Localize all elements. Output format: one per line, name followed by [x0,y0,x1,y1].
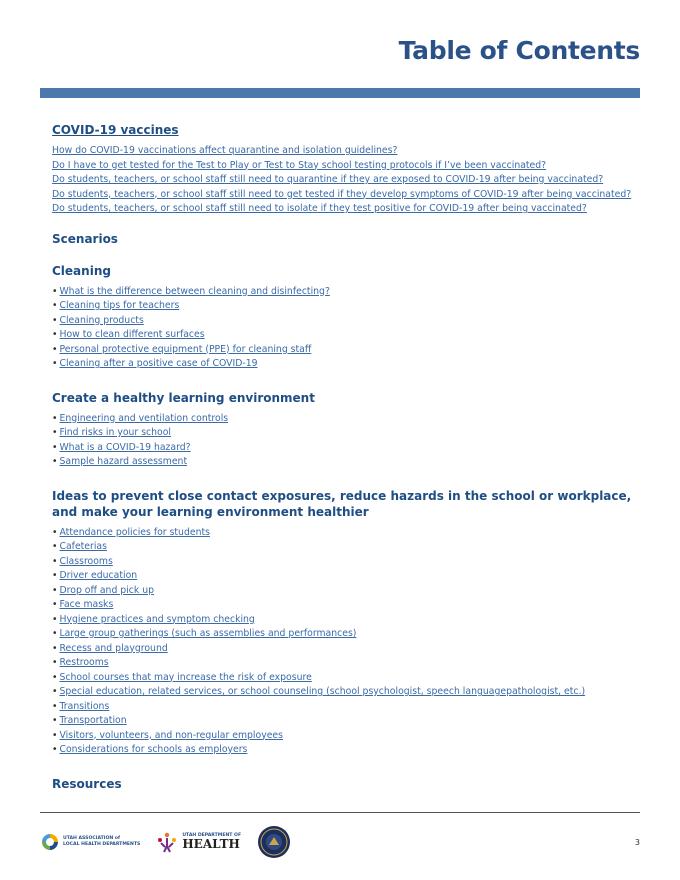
toc-link[interactable]: Cleaning tips for teachers [59,300,180,311]
bullet-icon: • [52,541,58,552]
toc-link[interactable]: Face masks [59,599,114,610]
list-item [52,555,632,570]
toc-link[interactable]: Drop off and pick up [59,584,155,596]
list-item [52,627,632,642]
section-ideas [52,488,632,758]
toc-link[interactable]: Attendance policies for students [59,526,210,538]
ualhd-text-line2: LOCAL HEALTH DEPARTMENTS [63,842,141,847]
header-rule-bar [40,88,640,98]
list-item [52,412,632,427]
udoh-text-line2: HEALTH [182,837,240,852]
toc-link[interactable]: Special education, related services, or school counseling (school psychologist, speech languagepathologist, etc.) [59,686,586,697]
section-heading-cleaning[interactable]: Cleaning [52,263,111,278]
section-scenarios [52,231,632,247]
bullet-icon: • [52,657,58,668]
bullet-icon: • [52,456,58,467]
section-healthy-environment [52,390,632,470]
bullet-icon: • [52,628,58,639]
list-item [52,700,632,715]
toc-link[interactable]: Find risks in your school [59,427,172,438]
page-title: Table of Contents [398,36,640,65]
toc-link[interactable]: Restrooms [59,657,109,668]
section-resources [52,776,632,792]
bullet-icon: • [52,642,58,654]
healthy-environment-links [52,412,632,470]
list-item [52,441,632,456]
toc-link[interactable]: How to clean different surfaces [59,329,205,340]
list-item [52,642,632,657]
list-item [52,671,632,686]
page-number: 3 [634,838,640,847]
list-item [52,188,632,203]
list-item [52,714,632,729]
section-heading-healthy-environment[interactable]: Create a healthy learning environment [52,390,315,405]
bullet-icon: • [52,613,58,625]
bullet-icon: • [52,584,58,596]
footer-rule [40,812,640,813]
bullet-icon: • [52,671,58,683]
ualhd-text-line1: UTAH ASSOCIATION of [63,836,121,842]
bullet-icon: • [52,729,58,741]
bullet-icon: • [52,314,58,326]
list-item [52,357,632,372]
bullet-icon: • [52,329,58,340]
udoh-logo [156,831,241,853]
toc-link[interactable]: Engineering and ventilation controls [59,412,229,424]
ideas-links [52,526,632,758]
covid-vaccines-links [52,144,632,217]
toc-link[interactable]: School courses that may increase the risk of exposure [59,671,312,683]
list-item [52,299,632,314]
state-seal-icon [257,825,291,859]
list-item [52,328,632,343]
list-item [52,598,632,613]
udoh-text-line1: UTAH DEPARTMENT OF [182,832,242,838]
toc-link[interactable]: Transitions [59,700,110,712]
toc-link[interactable]: Large group gatherings (such as assemblies and performances) [59,628,357,639]
list-item [52,613,632,628]
footer-logos [40,825,307,859]
list-item [52,285,632,300]
section-heading-resources[interactable]: Resources [52,776,122,791]
bullet-icon: • [52,285,58,297]
ualhd-emblem-icon [40,832,60,852]
section-heading-ideas[interactable] [52,488,632,520]
bullet-icon: • [52,441,58,453]
list-item [52,526,632,541]
toc-link[interactable]: Hygiene practices and symptom checking [59,613,255,625]
bullet-icon: • [52,599,58,610]
list-item [52,729,632,744]
section-covid-vaccines [52,122,632,217]
toc-link[interactable]: Driver education [59,570,138,581]
udoh-figures-icon [156,831,178,853]
bullet-icon: • [52,358,58,369]
state-seal-logo [257,825,291,859]
toc-link[interactable]: Recess and playground [59,642,168,654]
toc-content [52,122,632,806]
list-item [52,455,632,470]
bullet-icon: • [52,686,58,697]
bullet-icon: • [52,715,58,726]
list-item [52,569,632,584]
toc-link[interactable]: Do students, teachers, or school staff still need to quarantine if they are exposed to COVID-19 after being vaccinated? [52,174,604,185]
list-item [52,584,632,599]
bullet-icon: • [52,343,58,355]
toc-link[interactable]: Cafeterias [59,541,107,552]
toc-link[interactable]: What is the difference between cleaning and disinfecting? [59,285,330,297]
bullet-icon: • [52,570,58,581]
toc-link[interactable]: Transportation [59,715,127,726]
list-item [52,202,632,217]
ualhd-logo [40,832,140,852]
toc-link[interactable]: Visitors, volunteers, and non-regular employees [59,729,283,741]
list-item [52,343,632,358]
toc-link[interactable]: Cleaning products [59,314,144,326]
bullet-icon: • [52,555,58,567]
list-item [52,540,632,555]
list-item [52,314,632,329]
toc-link[interactable]: Classrooms [59,555,113,567]
bullet-icon: • [52,700,58,712]
toc-link[interactable]: Do students, teachers, or school staff still need to isolate if they test positive for COVID-19 after being vaccinated? [52,203,587,214]
bullet-icon: • [52,412,58,424]
section-heading-scenarios[interactable]: Scenarios [52,231,118,246]
toc-link[interactable]: Sample hazard assessment [59,456,188,467]
toc-link[interactable]: What is a COVID-19 hazard? [59,441,191,453]
cleaning-links [52,285,632,372]
list-item [52,685,632,700]
toc-link[interactable]: Do students, teachers, or school staff still need to get tested if they develop symptoms of COVID-19 after being vaccinated? [52,188,632,200]
list-item [52,144,632,159]
toc-link[interactable]: How do COVID-19 vaccinations affect quarantine and isolation guidelines? [52,145,398,156]
list-item [52,656,632,671]
list-item [52,426,632,441]
toc-link[interactable]: Do I have to get tested for the Test to Play or Test to Stay school testing protocols if I’ve been vaccinated? [52,159,547,171]
section-heading-ideas-line2: and make your learning environment healthier [52,504,369,519]
bullet-icon: • [52,744,58,755]
section-heading-covid-vaccines[interactable]: COVID-19 vaccines [52,123,179,137]
bullet-icon: • [52,526,58,538]
bullet-icon: • [52,300,58,311]
toc-link[interactable]: Cleaning after a positive case of COVID-19 [59,358,258,369]
toc-link[interactable]: Considerations for schools as employers [59,744,248,755]
list-item [52,159,632,174]
list-item [52,173,632,188]
toc-link[interactable]: Personal protective equipment (PPE) for cleaning staff [59,343,312,355]
list-item [52,743,632,758]
section-heading-ideas-line1: Ideas to prevent close contact exposures, reduce hazards in the school or workplace, [52,488,632,503]
section-cleaning [52,263,632,372]
bullet-icon: • [52,427,58,438]
